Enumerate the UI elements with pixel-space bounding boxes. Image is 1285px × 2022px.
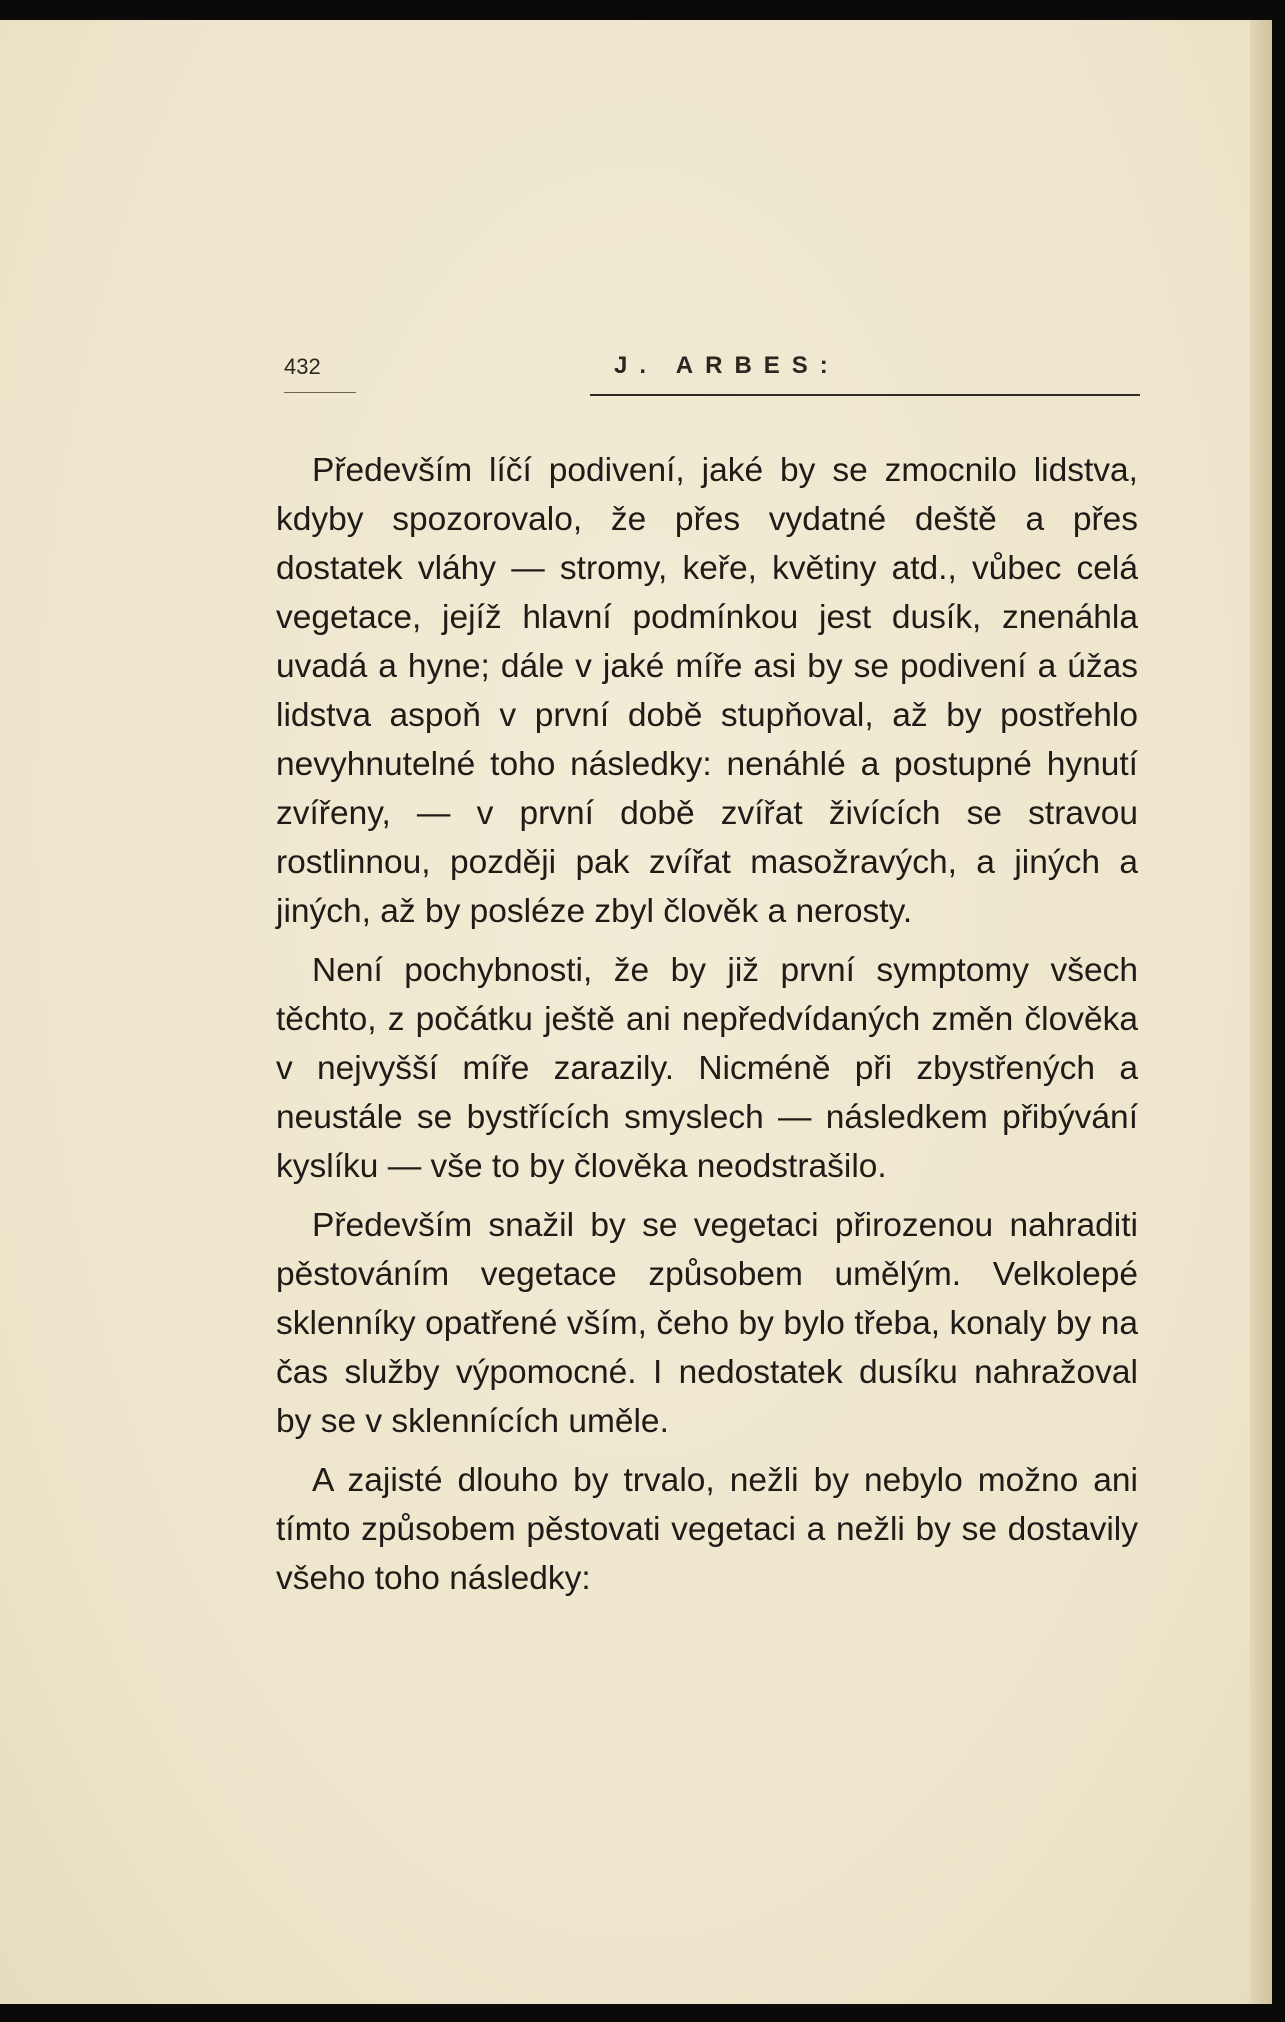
paragraph-2: Není pochybnosti, že by již první symptomy všech těchto, z počátku ještě ani nepředvídaných změn člověka v nejvyšší míře zarazily. Nicméně při zbystřených a neustále se bystřících smyslech — následkem přibývání kyslíku — vše to by člověka neodstrašilo.	[276, 952, 1138, 1185]
paragraph-1: Především líčí podivení, jaké by se zmocnilo lidstva, kdyby spozorovalo, že přes vydatné deště a přes dostatek vláhy — stromy, keře, květiny atd., vůbec celá vegetace, jejíž hlavní podmínkou jest dusík, znenáhla uvadá a hyne; dále v jaké míře asi by se podivení a úžas lidstva aspoň v první době stupňoval, až by postřehlo nevyhnutelné toho následky: nenáhlé a postupné hynutí zvířeny, — v první době zvířat živících se stravou rostlinnou, později pak zvířat masožravých, a jiných a jiných, až by posléze zbyl člověk a nerosty.	[276, 452, 1138, 930]
book-page	[0, 20, 1272, 2004]
running-head: J. ARBES:	[614, 352, 840, 379]
page-header	[284, 348, 1140, 398]
page-number: 432	[284, 354, 321, 379]
page-edge	[1250, 20, 1272, 2004]
body-text	[276, 446, 1138, 1613]
page-number-rule	[284, 392, 356, 393]
paragraph-4: A zajisté dlouho by trvalo, nežli by nebylo možno ani tímto způsobem pěstovati vegetaci a nežli by se dostavily všeho toho následky:	[276, 1462, 1138, 1597]
header-rule	[590, 394, 1140, 396]
paragraph-3: Především snažil by se vegetaci přirozenou nahraditi pěstováním vegetace způsobem umělým. Velkolepé sklenníky opatřené vším, čeho by bylo třeba, konaly by na čas služby výpomocné. I nedostatek dusíku nahražoval by se v sklennících uměle.	[276, 1207, 1138, 1440]
